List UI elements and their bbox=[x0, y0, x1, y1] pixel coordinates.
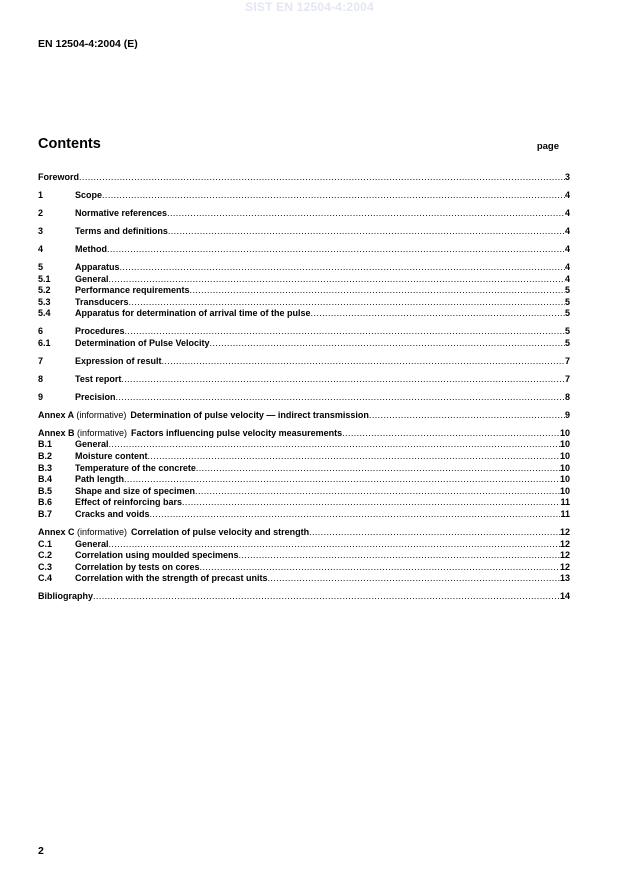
toc-section-number: B.3 bbox=[38, 462, 53, 473]
toc-page-number: 4 bbox=[564, 225, 570, 236]
toc-entry[interactable] bbox=[38, 326, 570, 338]
toc-section-title: Test report bbox=[75, 373, 122, 384]
toc-section-number: 5.4 bbox=[38, 308, 51, 319]
toc-dot-leader bbox=[124, 474, 560, 486]
toc-page-number: 11 bbox=[560, 508, 570, 519]
toc-dot-leader bbox=[196, 463, 560, 475]
toc-dot-leader bbox=[268, 573, 560, 585]
toc-section-number: 5 bbox=[38, 261, 44, 272]
toc-page-number: 10 bbox=[559, 474, 570, 485]
toc-page-number: 4 bbox=[564, 261, 570, 272]
toc-section-title: Terms and definitions bbox=[75, 225, 168, 236]
toc-section-number: B.2 bbox=[38, 450, 53, 461]
toc-section-number: 3 bbox=[38, 225, 44, 236]
toc-page-number: 4 bbox=[564, 189, 570, 200]
toc-page-number: 10 bbox=[559, 427, 570, 438]
toc-entry[interactable] bbox=[38, 285, 570, 297]
toc-entry[interactable] bbox=[38, 550, 570, 562]
toc-section-title: Path length bbox=[75, 474, 124, 485]
toc-page-number: 12 bbox=[559, 550, 570, 561]
toc-dot-leader bbox=[168, 226, 565, 238]
toc-page-number: 10 bbox=[559, 485, 570, 496]
toc-entry[interactable] bbox=[38, 562, 570, 574]
document-id: EN 12504-4:2004 (E) bbox=[38, 38, 138, 50]
toc-section-title: Expression of result bbox=[75, 355, 162, 366]
toc-page-number: 10 bbox=[559, 439, 570, 450]
toc-entry[interactable] bbox=[38, 374, 570, 386]
toc-entry[interactable] bbox=[38, 338, 570, 350]
toc-section-number: 8 bbox=[38, 373, 44, 384]
toc-annex-label: Annex B bbox=[38, 427, 75, 438]
toc-page-number: 5 bbox=[564, 296, 570, 307]
toc-section-title: General bbox=[75, 538, 109, 549]
toc-section-title: Performance requirements bbox=[75, 285, 190, 296]
toc-section-number: 4 bbox=[38, 243, 44, 254]
toc-dot-leader bbox=[121, 374, 565, 386]
toc-entry[interactable] bbox=[38, 474, 570, 486]
toc-section-number: C.4 bbox=[38, 573, 53, 584]
toc-dot-leader bbox=[150, 509, 561, 521]
toc-page-number: 10 bbox=[559, 462, 570, 473]
toc-entry[interactable] bbox=[38, 573, 570, 585]
toc-entry[interactable] bbox=[38, 308, 570, 320]
toc-entry[interactable] bbox=[38, 172, 570, 184]
toc-entry[interactable] bbox=[38, 497, 570, 509]
toc-page-number: 5 bbox=[564, 337, 570, 348]
page-number: 2 bbox=[38, 845, 44, 857]
toc-entry[interactable] bbox=[38, 262, 570, 274]
toc-page-number: 5 bbox=[564, 285, 570, 296]
toc-section-title: Cracks and voids bbox=[75, 508, 150, 519]
toc-section-number: 6 bbox=[38, 326, 44, 337]
toc-dot-leader bbox=[109, 539, 560, 551]
toc-page-number: 9 bbox=[564, 409, 570, 420]
toc-dot-leader bbox=[369, 410, 565, 422]
page-column-header: page bbox=[536, 141, 559, 152]
toc-dot-leader bbox=[109, 274, 565, 286]
toc-section-number: 5.3 bbox=[38, 296, 51, 307]
toc-section-title: Apparatus bbox=[75, 261, 120, 272]
toc-section-title: Determination of pulse velocity — indirect transmission bbox=[130, 409, 369, 420]
toc-section-title: Correlation by tests on cores bbox=[75, 561, 200, 572]
toc-section-title: Foreword bbox=[38, 172, 80, 182]
toc-annex-prefix bbox=[38, 410, 126, 422]
toc-page-number: 14 bbox=[559, 591, 570, 602]
toc-section-number: 5.2 bbox=[38, 285, 51, 296]
toc-section-title: Method bbox=[75, 243, 107, 254]
toc-dot-leader bbox=[200, 562, 560, 574]
toc-section-title: Normative references bbox=[75, 207, 168, 218]
toc-dot-leader bbox=[79, 172, 565, 184]
toc-section-number: 1 bbox=[38, 189, 44, 200]
toc-dot-leader bbox=[190, 285, 565, 297]
toc-dot-leader bbox=[148, 451, 560, 463]
toc-section-title: Precision bbox=[75, 391, 116, 402]
contents-heading: Contents bbox=[38, 136, 101, 152]
toc-entry[interactable] bbox=[38, 451, 570, 463]
toc-dot-leader bbox=[107, 244, 565, 256]
toc-annex-type: (informative) bbox=[77, 427, 128, 438]
toc-page-number: 5 bbox=[564, 308, 570, 319]
toc-page-number: 12 bbox=[559, 538, 570, 549]
toc-section-title: Temperature of the concrete bbox=[75, 462, 196, 473]
toc-section-number: 9 bbox=[38, 391, 44, 402]
toc-dot-leader bbox=[309, 527, 560, 539]
toc-section-title: Correlation of pulse velocity and strength bbox=[131, 526, 310, 537]
toc-page-number: 4 bbox=[564, 207, 570, 218]
toc-section-number: 2 bbox=[38, 207, 44, 218]
toc-page-number: 13 bbox=[559, 573, 570, 584]
toc-annex-prefix bbox=[38, 527, 127, 539]
toc-section-number: B.6 bbox=[38, 497, 53, 508]
toc-section-title: General bbox=[75, 273, 109, 284]
toc-dot-leader bbox=[210, 338, 565, 350]
toc-dot-leader bbox=[195, 486, 560, 498]
toc-page-number: 11 bbox=[560, 497, 570, 508]
toc-section-title: Apparatus for determination of arrival time of the pulse bbox=[75, 308, 311, 319]
toc-section-title: Shape and size of specimen bbox=[75, 485, 196, 496]
toc-entry[interactable] bbox=[38, 527, 570, 539]
toc-entry[interactable] bbox=[38, 439, 570, 451]
toc-section-title: Scope bbox=[75, 189, 103, 200]
toc-entry[interactable] bbox=[38, 392, 570, 404]
toc-entry[interactable] bbox=[38, 463, 570, 475]
toc-entry[interactable] bbox=[38, 486, 570, 498]
toc-page-number: 12 bbox=[559, 526, 570, 537]
toc-section-title: Determination of Pulse Velocity bbox=[75, 337, 210, 348]
toc-entry[interactable] bbox=[38, 539, 570, 551]
toc-entry[interactable] bbox=[38, 591, 570, 603]
toc-page-number: 7 bbox=[564, 355, 570, 366]
toc-section-number: C.1 bbox=[38, 538, 53, 549]
watermark: SIST EN 12504-4:2004 bbox=[245, 0, 374, 14]
toc-annex-prefix bbox=[38, 428, 127, 440]
toc-page-number: 8 bbox=[564, 391, 570, 402]
toc-dot-leader bbox=[162, 356, 565, 368]
toc-section-title: Correlation with the strength of precast units bbox=[75, 573, 268, 584]
toc-section-title: General bbox=[75, 439, 109, 450]
toc-section-title: Moisture content bbox=[75, 450, 148, 461]
toc-page-number: 4 bbox=[564, 243, 570, 254]
toc-dot-leader bbox=[120, 262, 565, 274]
toc-entry[interactable] bbox=[38, 410, 570, 422]
toc-section-number: B.7 bbox=[38, 508, 53, 519]
toc-section-number: 5.1 bbox=[38, 273, 51, 284]
toc-section-title: Procedures bbox=[75, 326, 125, 337]
toc-entry[interactable] bbox=[38, 274, 570, 286]
toc-page-number: 3 bbox=[564, 172, 570, 182]
toc-section-number: 7 bbox=[38, 355, 44, 366]
toc-entry[interactable] bbox=[38, 244, 570, 256]
toc-dot-leader bbox=[93, 591, 560, 603]
toc-annex-label: Annex C bbox=[38, 526, 75, 537]
toc-dot-leader bbox=[129, 297, 565, 309]
toc-entry[interactable] bbox=[38, 428, 570, 440]
toc-entry[interactable] bbox=[38, 190, 570, 202]
toc-section-title: Effect of reinforcing bars bbox=[75, 497, 183, 508]
toc-section-number: 6.1 bbox=[38, 337, 51, 348]
toc-entry[interactable] bbox=[38, 356, 570, 368]
toc-entry[interactable] bbox=[38, 226, 570, 238]
toc-section-number: B.4 bbox=[38, 474, 53, 485]
toc-section-title: Factors influencing pulse velocity measurements bbox=[131, 427, 343, 438]
toc-page-number: 7 bbox=[564, 373, 570, 384]
toc-section-number: C.2 bbox=[38, 550, 53, 561]
toc-dot-leader bbox=[167, 208, 565, 220]
toc-dot-leader bbox=[182, 497, 560, 509]
toc-dot-leader bbox=[311, 308, 565, 320]
toc-entry[interactable] bbox=[38, 509, 570, 521]
toc-dot-leader bbox=[342, 428, 560, 440]
toc-dot-leader bbox=[116, 392, 565, 404]
toc-entry[interactable] bbox=[38, 208, 570, 220]
table-of-contents bbox=[38, 172, 570, 603]
toc-page-number: 5 bbox=[564, 326, 570, 337]
toc-section-title: Bibliography bbox=[38, 591, 94, 602]
toc-annex-type: (informative) bbox=[77, 526, 128, 537]
toc-section-number: B.1 bbox=[38, 439, 53, 450]
toc-annex-type: (informative) bbox=[76, 409, 127, 420]
toc-dot-leader bbox=[102, 190, 565, 202]
toc-dot-leader bbox=[125, 326, 565, 338]
toc-section-title: Correlation using moulded specimens bbox=[75, 550, 239, 561]
toc-section-number: C.3 bbox=[38, 561, 53, 572]
toc-dot-leader bbox=[109, 439, 560, 451]
toc-entry[interactable] bbox=[38, 297, 570, 309]
toc-annex-label: Annex A bbox=[38, 409, 74, 420]
toc-section-number: B.5 bbox=[38, 485, 53, 496]
toc-page-number: 12 bbox=[559, 561, 570, 572]
toc-dot-leader bbox=[239, 550, 560, 562]
toc-section-title: Transducers bbox=[75, 296, 129, 307]
toc-page-number: 10 bbox=[559, 450, 570, 461]
toc-page-number: 4 bbox=[564, 273, 570, 284]
